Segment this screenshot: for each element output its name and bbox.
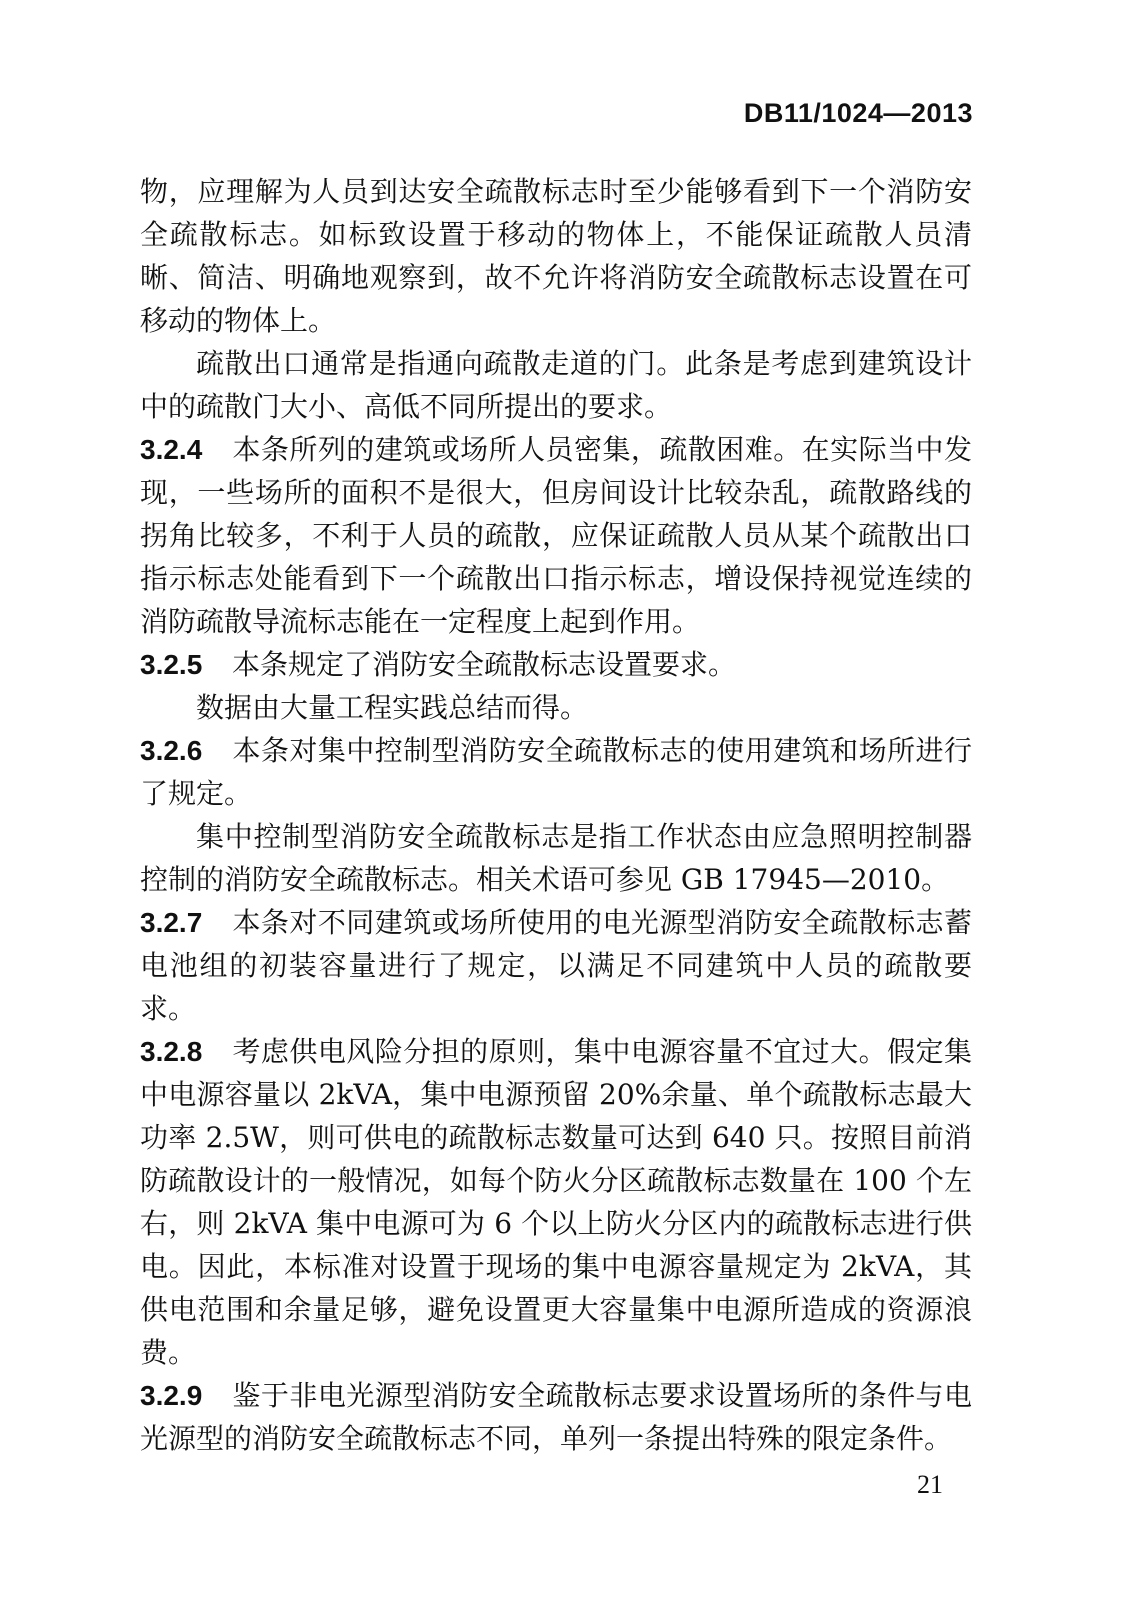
paragraph-text: 集中控制型消防安全疏散标志是指工作状态由应急照明控制器控制的消防安全疏散标志。相关术语可参见 GB 17945—2010。 — [140, 820, 972, 896]
clause-number: 3.2.7 — [140, 907, 203, 938]
clause-3-2-5 — [140, 643, 972, 686]
clause-number: 3.2.8 — [140, 1036, 203, 1067]
clause-3-2-9 — [140, 1374, 972, 1460]
paragraph — [140, 686, 972, 729]
document-body — [140, 170, 972, 1460]
paragraph — [140, 815, 972, 901]
paragraph — [140, 170, 972, 342]
paragraph-text: 物，应理解为人员到达安全疏散标志时至少能够看到下一个消防安全疏散标志。如标致设置于移动的物体上，不能保证疏散人员清晰、简洁、明确地观察到，故不允许将消防安全疏散标志设置在可移动的物体上。 — [140, 175, 972, 337]
clause-3-2-4 — [140, 428, 972, 643]
clause-number: 3.2.5 — [140, 649, 203, 680]
paragraph — [140, 342, 972, 428]
paragraph-text: 疏散出口通常是指通向疏散走道的门。此条是考虑到建筑设计中的疏散门大小、高低不同所提出的要求。 — [140, 347, 972, 423]
clause-3-2-8 — [140, 1030, 972, 1374]
clause-3-2-7 — [140, 901, 972, 1030]
standard-code-header: DB11/1024—2013 — [743, 98, 973, 128]
clause-text: 本条规定了消防安全疏散标志设置要求。 — [232, 648, 737, 681]
clause-number: 3.2.4 — [140, 434, 203, 465]
clause-text: 本条对不同建筑或场所使用的电光源型消防安全疏散标志蓄电池组的初装容量进行了规定，以满足不同建筑中人员的疏散要求。 — [140, 906, 972, 1025]
clause-number: 3.2.6 — [140, 735, 203, 766]
paragraph-text: 数据由大量工程实践总结而得。 — [196, 691, 589, 724]
clause-number: 3.2.9 — [140, 1380, 203, 1411]
clause-text: 鉴于非电光源型消防安全疏散标志要求设置场所的条件与电光源型的消防安全疏散标志不同，单列一条提出特殊的限定条件。 — [140, 1379, 972, 1455]
clause-3-2-6 — [140, 729, 972, 815]
clause-text: 本条对集中控制型消防安全疏散标志的使用建筑和场所进行了规定。 — [140, 734, 972, 810]
clause-text: 考虑供电风险分担的原则，集中电源容量不宜过大。假定集中电源容量以 2kVA，集中电源预留 20%余量、单个疏散标志最大功率 2.5W，则可供电的疏散标志数量可达到 640 只。按照目前消防疏散设计的一般情况，如每个防火分区疏散标志数量在 100 个左右，则 2kVA 集中电源可为 6 个以上防火分区内的疏散标志进行供电。因此，本标准对设置于现场的集中电源容量规定为 2kVA，其供电范围和余量足够，避免设置更大容量集中电源所造成的资源浪费。 — [140, 1035, 972, 1369]
page-number: 21 — [917, 1470, 943, 1499]
clause-text: 本条所列的建筑或场所人员密集，疏散困难。在实际当中发现，一些场所的面积不是很大，但房间设计比较杂乱，疏散路线的拐角比较多，不利于人员的疏散，应保证疏散人员从某个疏散出口指示标志处能看到下一个疏散出口指示标志，增设保持视觉连续的消防疏散导流标志能在一定程度上起到作用。 — [140, 433, 972, 638]
